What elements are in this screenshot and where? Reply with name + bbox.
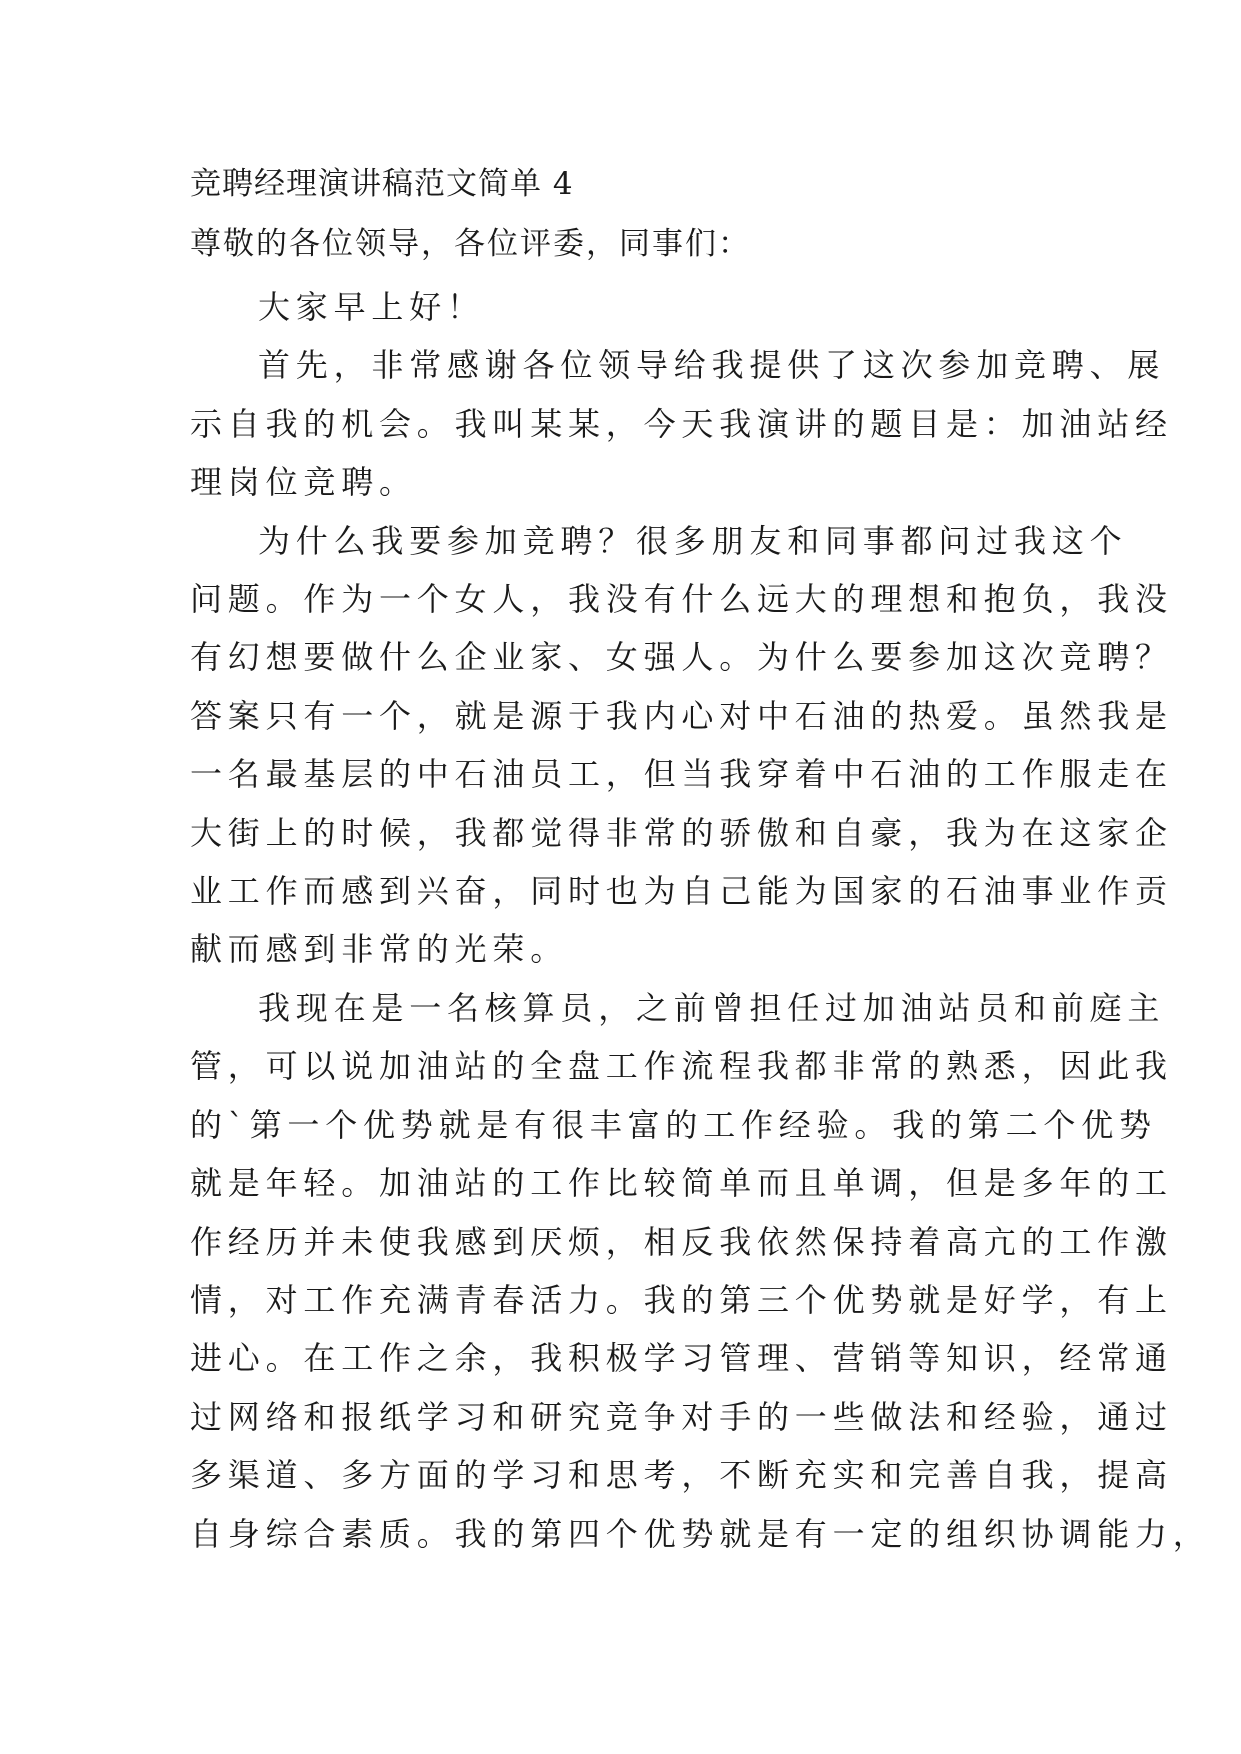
text-line: 问题。作为一个女人，我没有什么远大的理想和抱负，我没 (190, 580, 1173, 619)
text-line: 理岗位竞聘。 (190, 463, 417, 502)
text-line: 作经历并未使我感到厌烦，相反我依然保持着高亢的工作激 (190, 1222, 1173, 1261)
text-line: 我现在是一名核算员，之前曾担任过加油站员和前庭主 (258, 988, 1166, 1027)
text-line: 大街上的时候，我都觉得非常的骄傲和自豪，我为在这家企 (190, 813, 1173, 852)
text-line: 的`第一个优势就是有很丰富的工作经验。我的第二个优势 (190, 1105, 1157, 1144)
text-line: 大家早上好！ (258, 288, 485, 326)
text-line: 进心。在工作之余，我积极学习管理、营销等知识，经常通 (190, 1339, 1173, 1378)
paragraph (190, 336, 1173, 511)
text-line: 过网络和报纸学习和研究竞争对手的一些做法和经验，通过 (190, 1397, 1173, 1436)
text-line: 为什么我要参加竞聘？很多朋友和同事都问过我这个 (258, 521, 1128, 560)
paragraph (190, 979, 1211, 1563)
text-line: 多渠道、多方面的学习和思考，不断充实和完善自我，提高 (190, 1456, 1173, 1495)
salutation-line: 尊敬的各位领导，各位评委，同事们： (190, 226, 751, 262)
paragraph (190, 278, 1070, 336)
text-line: 示自我的机会。我叫某某，今天我演讲的题目是：加油站经 (190, 404, 1173, 443)
text-line: 就是年轻。加油站的工作比较简单而且单调，但是多年的工 (190, 1164, 1173, 1203)
document-body (190, 278, 1211, 1563)
text-line: 业工作而感到兴奋，同时也为自己能为国家的石油事业作贡 (190, 872, 1173, 911)
text-line: 情，对工作充满青春活力。我的第三个优势就是好学，有上 (190, 1280, 1173, 1319)
text-line: 有幻想要做什么企业家、女强人。为什么要参加这次竞聘？ (190, 638, 1173, 677)
text-line: 答案只有一个，就是源于我内心对中石油的热爱。虽然我是 (190, 696, 1173, 735)
document-title: 竞聘经理演讲稿范文简单 4 (190, 166, 574, 202)
text-line: 一名最基层的中石油员工，但当我穿着中石油的工作服走在 (190, 755, 1173, 794)
text-line: 献而感到非常的光荣。 (190, 930, 569, 969)
text-line: 管，可以说加油站的全盘工作流程我都非常的熟悉，因此我 (190, 1047, 1173, 1086)
text-line: 自身综合素质。我的第四个优势就是有一定的组织协调能力， (190, 1514, 1211, 1553)
text-line: 首先，非常感谢各位领导给我提供了这次参加竞聘、展 (258, 346, 1166, 385)
paragraph (190, 512, 1173, 979)
